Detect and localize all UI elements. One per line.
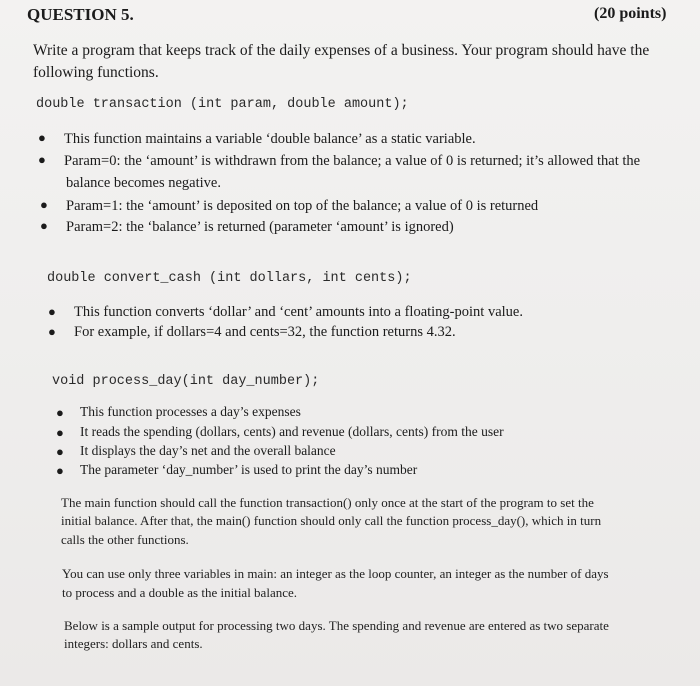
main-para-line-1: The main function should call the function transaction() only once at the start of the program to set the xyxy=(61,495,594,510)
question-title: QUESTION 5. xyxy=(27,5,134,24)
points-label: (20 points) xyxy=(594,5,667,22)
process-day-bullet-1: This function processes a day’s expenses xyxy=(80,404,301,419)
transaction-bullet-3: Param=1: the ‘amount’ is deposited on top of the balance; a value of 0 is returned xyxy=(66,198,539,214)
convert-cash-bullet-2: For example, if dollars=4 and cents=32, the function returns 4.32. xyxy=(74,324,456,340)
transaction-signature: double transaction (int param, double amount); xyxy=(36,97,409,112)
vars-para-line-1: You can use only three variables in main: an integer as the loop counter, an integer as the number of days xyxy=(62,566,609,581)
process-day-signature: void process_day(int day_number); xyxy=(52,374,320,389)
bullet-dot: ● xyxy=(40,218,48,233)
bullet-dot: ● xyxy=(56,463,64,478)
bullet-dot: ● xyxy=(38,130,46,145)
bullet-dot: ● xyxy=(56,405,64,420)
process-day-bullet-3: It displays the day’s net and the overall balance xyxy=(80,443,336,458)
main-para-line-2: initial balance. After that, the main() function should only call the function process_day(), which in turn xyxy=(61,513,602,528)
bullet-dot: ● xyxy=(40,197,48,212)
bullet-dot: ● xyxy=(56,444,64,459)
transaction-bullet-1: This function maintains a variable ‘double balance’ as a static variable. xyxy=(64,131,476,147)
vars-para-line-2: to process and a double as the initial balance. xyxy=(62,585,298,600)
bullet-dot: ● xyxy=(48,304,56,319)
transaction-bullet-2: Param=0: the ‘amount’ is withdrawn from the balance; a value of 0 is returned; it’s allowed that the xyxy=(64,153,641,169)
process-day-bullet-2: It reads the spending (dollars, cents) and revenue (dollars, cents) from the user xyxy=(80,424,504,439)
bullet-dot: ● xyxy=(56,425,64,440)
bullet-dot: ● xyxy=(38,152,46,167)
sample-para-line-1: Below is a sample output for processing two days. The spending and revenue are entered as two separate xyxy=(64,618,609,633)
transaction-bullet-2-cont: balance becomes negative. xyxy=(66,175,221,191)
process-day-bullet-4: The parameter ‘day_number’ is used to print the day’s number xyxy=(80,462,418,477)
sample-para-line-2: integers: dollars and cents. xyxy=(64,636,203,651)
intro-line-1: Write a program that keeps track of the daily expenses of a business. Your program should have the xyxy=(33,42,650,59)
bullet-dot: ● xyxy=(48,324,56,339)
main-para-line-3: calls the other functions. xyxy=(61,532,189,547)
transaction-bullet-4: Param=2: the ‘balance’ is returned (parameter ‘amount’ is ignored) xyxy=(66,219,454,235)
convert-cash-signature: double convert_cash (int dollars, int cents); xyxy=(47,271,412,286)
convert-cash-bullet-1: This function converts ‘dollar’ and ‘cent’ amounts into a floating-point value. xyxy=(74,304,523,320)
intro-line-2: following functions. xyxy=(33,64,159,81)
